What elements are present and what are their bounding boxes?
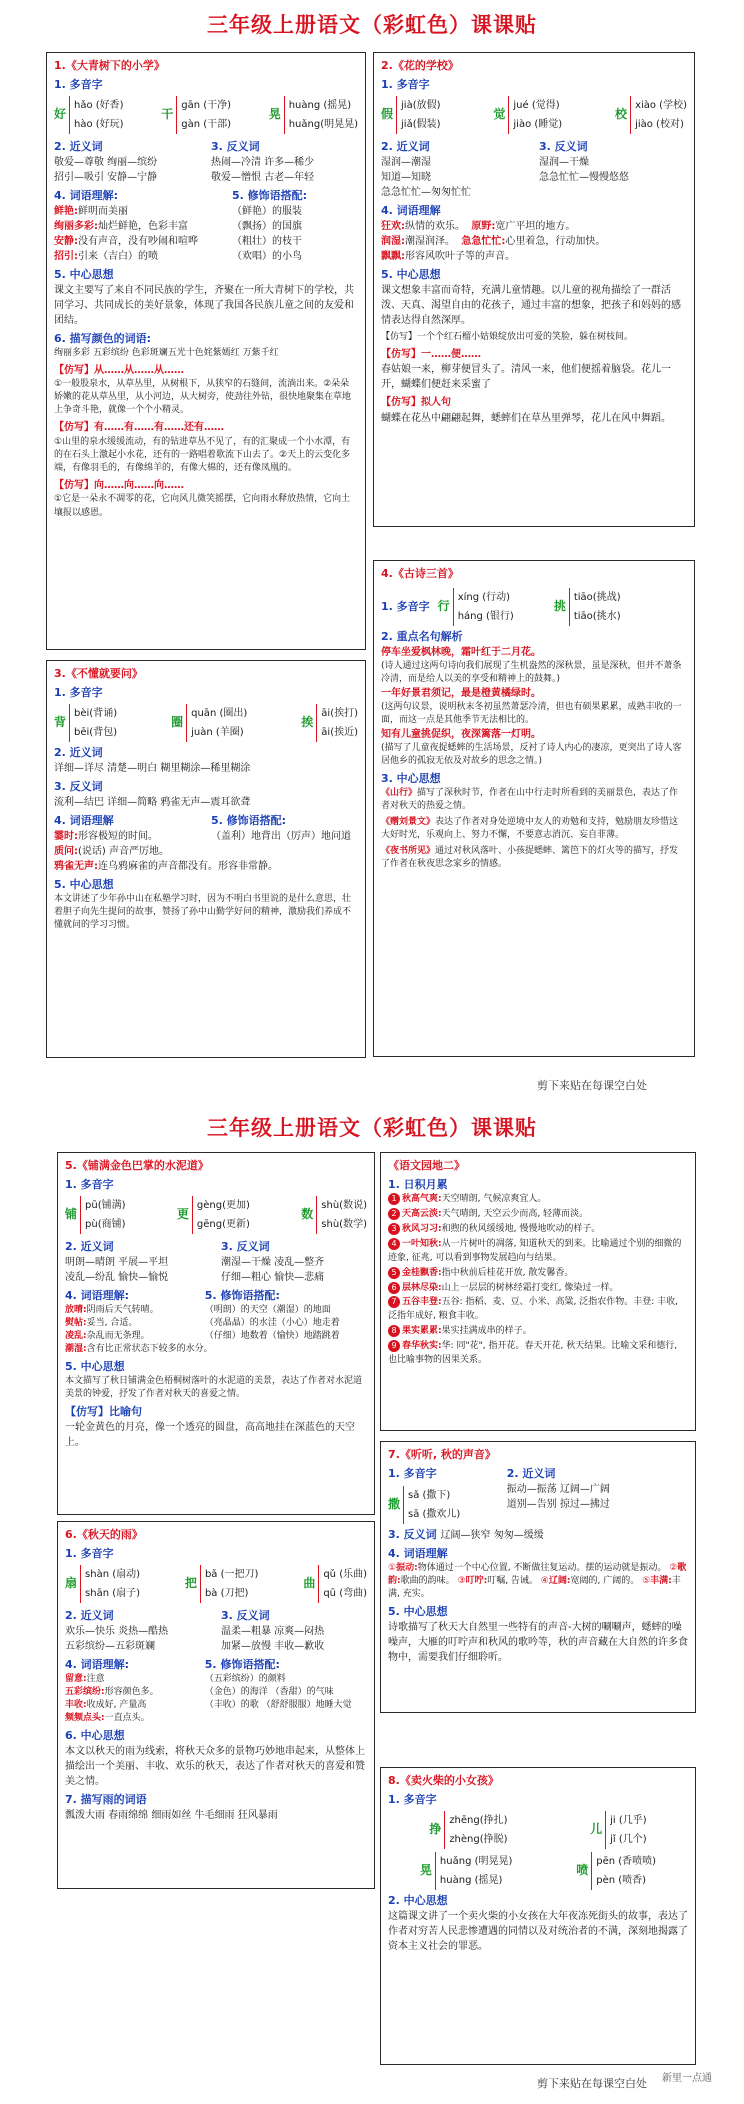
list-item: 5 金桂飘香:指中秋前后桂花开放, 散发馨香。	[388, 1267, 688, 1281]
poly-item: 挣 zhēng(挣扎) zhèng(挣脱)	[429, 1811, 507, 1849]
poly-item: 干 gān (干净) gàn (干部)	[161, 96, 231, 134]
poly-item: 背 bèi(背诵) bēi(背包)	[54, 704, 117, 742]
footer-note: 剪下来贴在每课空白处	[537, 2077, 647, 2090]
page2-title: 三年级上册语文（彩虹色）课课贴	[207, 1116, 537, 1140]
lesson2-card: 2.《花的学校》 1. 多音字 假 jià(放假) jiǎ(假装) 觉 jué (觉得) jiào (睡觉) 校 xiào (学校) jiào (校对) 2. 近义词 湿润—潮湿 知道—知晓 急急忙忙—匆匆忙忙 3. 反义词 湿润—干燥 急急忙忙—慢慢悠悠 4. 词语理解 狂欢:纵情的欢乐。 原野:宽广平坦的地方。 润湿:潮湿润泽。 急急忙忙:心里着急，行动加快。 飘飘:形容风吹叶子等的声音。 5. 中心思想 课文想象丰富而奇特，充满儿童情趣。以儿童的视角描绘了一群活泼、天真、渴望自由的花孩子，通过丰富的想象，把孩子和妈妈的感情表达得自然深厚。 【仿写】一个个红石榴小姑娘绽放出可爱的笑脸，躲在树枝间。 【仿写】一……便…… 春姑娘一来，柳芽便冒头了。清风一来，他们便摇着脑袋。花儿一开，蝴蝶们便赶来采蜜了 【仿写】拟人句 蝴蝶在花丛中翩翩起舞，蟋蟀们在草丛里弹琴，花儿在风中舞蹈。	[373, 52, 695, 527]
lesson4-card: 4.《古诗三首》 1. 多音字 行 xíng (行动) háng (银行) 挑 tiāo(挑战) tiāo(挑水) 2. 重点名句解析 停车坐爱枫林晚，霜叶红于二月花。 (诗人通过这两句诗向我们展现了生机盎然的深秋景，虽是深秋，但并不萧条冷清，而是给人以美的享受和精神上的鼓舞。) 一年好景君须记，最是橙黄橘绿时。 (这两句议景，说明秋末冬初虽然萧瑟冷清，但也有硕果累累，成熟丰收的一面，而这一点是其他季节无法相比的。 知有儿童挑促织，夜深篱落一灯明。 (描写了儿童夜捉蟋蟀的生活场景，反衬了诗人内心的凄凉，更突出了诗人客居他乡的孤寂无依及对故乡的思念之情。) 3. 中心思想 《山行》描写了深秋时节，作者在山中行走时所看到的美丽景色，表达了作者对秋天的热爱之情。 《赠刘景文》表达了作者对身处逆境中友人的劝勉和支持，勉励朋友珍惜这大好时光，乐观向上、努力不懈，不要意志消沉、妄自菲薄。 《夜书所见》通过对秋风落叶、小孩捉蟋蟀、篱笆下的灯火等的描写，抒发了作者在秋夜思念家乡的情感。	[373, 560, 695, 1057]
imitation-text: ①它是一朵永不凋零的花，它向风儿微笑摇摆，它向雨水释放热情，它向土壤报以感恩。	[54, 494, 351, 518]
poly-item: 行 xíng (行动) háng (银行)	[438, 588, 514, 626]
poly-item: 曲 qǔ (乐曲) qū (弯曲)	[303, 1565, 367, 1603]
idea-text: 课文主要写了来自不同民族的学生，齐聚在一所大青树下的学校，共同学习、共同成长的美好景象，体现了我国各民族儿童之间的友爱和团结。	[54, 284, 354, 326]
lesson6-card: 6.《秋天的雨》 1. 多音字 扇 shàn (扇动) shān (扇子) 把 bǎ (一把刀) bà (刀把) 曲 qǔ (乐曲) qū (弯曲) 2. 近义词 欢乐—快乐 炎热—酷热 五彩缤纷—五彩斑斓 3. 反义词 温柔—粗暴 凉爽—闷热 加紧—放慢 丰收—歉收 4. 词语理解: 留意:注意 五彩缤纷:形容颜色多。 丰收:收成好, 产量高 频频点头:一直点头。 5. 修饰语搭配: （五彩缤纷）的颜料 （金色）的海洋 （香甜）的气味 （丰收）的歌 （舒舒服服）地睡大觉 6. 中心思想 本文以秋天的雨为线索，将秋天众多的景物巧妙地串起来，从整体上描绘出一个美丽、丰收、欢乐的秋天，表达了作者对秋天的喜爱和赞美之情。 7. 描写雨的词语 瓢泼大雨 春雨绵绵 细雨如丝 牛毛细雨 狂风暴雨	[57, 1521, 375, 1889]
lesson5-card: 5.《铺满金色巴掌的水泥道》 1. 多音字 铺 pū(铺满) pù(商铺) 更 gèng(更加) gēng(更新) 数 shù(数说) shù(数学) 2. 近义词 明朗—晴朗 平展—平坦 凌乱—纷乱 愉快—愉悦 3. 反义词 潮湿—干燥 凌乱—整齐 仔细—粗心 愉快—悲痛 4. 词语理解: 放晴:阴雨后天气转晴。 熨帖:妥当, 合适。 凌乱:杂乱而无条理。 5. 修饰语搭配: （明朗）的天空（潮湿）的地面 （亮晶晶）的水洼（小心）地走着 （仔细）地数着（愉快）地踏跳着 潮湿:含有比正常状态下较多的水分。 5. 中心思想 本文描写了秋日铺满金色梧桐树落叶的水泥道的美景，表达了作者对水泥道美景的钟爱，抒发了作者对秋天的喜爱之情。 【仿写】比喻句 一轮金黄色的月亮，像一个透亮的圆盘，高高地挂在深蓝色的天空上。	[57, 1152, 375, 1515]
modifier-heading: 5. 修饰语搭配:	[232, 188, 308, 202]
footer-note: 剪下来贴在每课空白处	[537, 1079, 647, 1092]
poly-item: 挑 tiāo(挑战) tiāo(挑水)	[554, 588, 621, 626]
lesson3-polyphones	[54, 704, 358, 742]
poly-heading: 1. 多音字	[381, 77, 430, 91]
lesson8-card: 8.《卖火柴的小女孩》 1. 多音字 挣 zhēng(挣扎) zhèng(挣脱) 儿 ji (几乎) jǐ (几个) 晃 huǎng (明晃晃) huàng (摇晃) 喷 pēn (香喷喷) pèn (喷香) 2. 中心思想 这篇课文讲了一个卖火柴的小女孩在大年夜冻死街头的故事，表达了作者对穷苦人民悲惨遭遇的同情以及对统治者的不满，深刻地揭露了资本主义社会的罪恶。	[380, 1767, 696, 2065]
imitation-label: 【仿写】向……向……向……	[54, 479, 184, 491]
poly-item: 挨 āi(挨打) āi(挨近)	[301, 704, 358, 742]
list-item: 7 五谷丰登:五谷: 指稻、麦、豆、小米、高粱, 泛指农作物。丰登: 丰收, 泛指年成好, 粮食丰收。	[388, 1297, 678, 1322]
lesson1-card: 1.《大青树下的小学》 1. 多音字 好 hǎo (好香) hào (好玩) 干 gān (干净) gàn (干部) 晃 huàng (摇晃) huǎng(明晃晃) 2. 近义词 敬爱—尊敬 绚丽—缤纷 招引—吸引 安静—宁静 3. 反义词 热闹—冷清 许多—稀少 敬爱—憎恨 古老—年轻 4. 词语理解: 鲜艳:鲜明而美丽 绚丽多彩:灿烂鲜艳，色彩丰富 安静:没有声音，没有吵闹和喧哗 招引:引来（吉白）的喷 5. 修饰语搭配: （鲜艳）的服装 （飘扬）的国旗 （粗壮）的枝干 （欢唱）的小鸟 5. 中心思想 课文主要写了来自不同民族的学生，齐聚在一所大青树下的学校，共同学习、共同成长的美好景象，体现了我国各民族儿童之间的友爱和团结。 6. 描写颜色的词语: 绚丽多彩 五彩缤纷 色彩斑斓五光十色姹紫嫣红 万紫千红 【仿写】从……从……从…… ①一般股泉水，从草丛里，从树根下，从狭窄的石缝间，流淌出来。②朵朵娇嫩的花从草丛里，从小河边，从大树旁，使劲往外钻，很快地聚集在草地上争奇斗艳，就像一个个小精灵。 【仿写】有……有……有……还有…… ①山里的泉水缓缓流动，有的钻进草丛不见了，有的汇聚成一个小水潭，有的在石头上激起小水花，还有的一路唱着歌流下山去了。②天上的云变化多端，有像羽毛的，有像绵羊的，有像大棉的，还有像凤凰的。 【仿写】向……向……向…… ①它是一朵永不凋零的花，它向风儿微笑摇摆，它向雨水释放热情，它向土壤报以感恩。	[46, 52, 366, 650]
list-item: 4 一叶知秋:从一片树叶的凋落, 知道秋天的到来。比喻通过个别的细微的迹象, 征兆, 可以看到事物发展趋向与结果。	[388, 1238, 682, 1263]
lesson3-title: 3.《不懂就要问》	[54, 667, 143, 680]
lesson6-title: 6.《秋天的雨》	[65, 1528, 143, 1541]
lesson4-title: 4.《古诗三首》	[381, 567, 459, 580]
color-words: 绚丽多彩 五彩缤纷 色彩斑斓五光十色姹紫嫣红 万紫千红	[54, 347, 279, 358]
lesson1-poly-heading: 1. 多音字	[54, 77, 103, 91]
idiom-list	[388, 1193, 688, 1368]
poly-item: 扇 shàn (扇动) shān (扇子)	[65, 1565, 140, 1603]
list-item: 9 春华秋实:华: 同"花", 指开花。春天开花, 秋天结果。比喻文采和德行, 也比喻事物的因果关系。	[388, 1341, 678, 1366]
lesson1-title: 1.《大青树下的小学》	[54, 59, 165, 72]
poly-item: 喷 pēn (香喷喷) pèn (喷香)	[576, 1852, 656, 1890]
list-item: 3 秋风习习:和煦的秋风缓缓地, 慢慢地吹动的样子。	[388, 1223, 688, 1237]
words-heading: 4. 词语理解:	[54, 188, 119, 202]
garden-title: 《语文园地二》	[388, 1159, 465, 1172]
poly-item: 撒 sǎ (撒下) sā (撒欢儿)	[388, 1486, 497, 1524]
synonyms: 敬爱—尊敬 绚丽—缤纷 招引—吸引 安静—宁静	[54, 156, 158, 183]
poly-item: 好 hǎo (好香) hào (好玩)	[54, 96, 124, 134]
poly-item: 数 shù(数说) shù(数学)	[301, 1196, 367, 1234]
garden-card: 《语文园地二》 1. 日积月累 1 秋高气爽:天空晴朗, 气候凉爽宜人。 2 天高云淡:天气晴朗, 天空云少而高, 轻薄而淡。 3 秋风习习:和煦的秋风缓缓地, 慢慢地吹动的样子。 4 一叶知秋:从一片树叶的凋落, 知道秋天的到来。比喻通过个别的细微的迹象, 征兆, 可以看到事物发展趋向与结果。 5 金桂飘香:指中秋前后桂花开放, 散发馨香。 6 层林尽染:山上一层层的树林经霜打变红, 像染过一样。 7 五谷丰登:五谷: 指稻、麦、豆、小米、高粱, 泛指农作物。丰登: 丰收, 泛指年成好, 粮食丰收。 8 果实累累:果实挂满成串的样子。 9 春华秋实:华: 同"花", 指开花。春天开花, 秋天结果。比喻文采和德行, 也比喻事物的因果关系。	[380, 1152, 696, 1431]
poly-item: 把 bǎ (一把刀) bà (刀把)	[185, 1565, 258, 1603]
lesson2-polyphones	[381, 96, 687, 134]
list-item: 8 果实累累:果实挂满成串的样子。	[388, 1325, 688, 1339]
lesson3-card: 3.《不懂就要问》 1. 多音字 背 bèi(背诵) bēi(背包) 圈 quān (圈出) juàn (羊圈) 挨 āi(挨打) āi(挨近) 2. 近义词 详细—详尽 清楚—明白 糊里糊涂—稀里糊涂 3. 反义词 流利—结巴 详细—简略 鸦雀无声—震耳欲聋 4. 词语理解 霎时:形容极短的时间。 5. 修饰语搭配: （盖利）地背出（厉声）地问道 质问:(说话) 声音严厉地。 鸦雀无声:连乌鸦麻雀的声音都没有。形容非常静。 5. 中心思想 本文讲述了少年孙中山在私塾学习时，因为不明白书里说的是什么意思，壮着胆子向先生提问的故事，赞扬了孙中山勤学好问的精神，激励我们养成不懂就问的学习习惯。	[46, 660, 366, 1058]
synonym-heading: 2. 近义词	[54, 139, 103, 153]
poly-item: 圈 quān (圈出) juàn (羊圈)	[171, 704, 247, 742]
lesson2-title: 2.《花的学校》	[381, 59, 459, 72]
antonyms: 热闹—冷清 许多—稀少 敬爱—憎恨 古老—年轻	[211, 156, 315, 183]
lesson1-polyphones	[54, 96, 358, 134]
poly-item: 晃 huàng (摇晃) huǎng(明晃晃)	[269, 96, 358, 134]
poly-item: 晃 huǎng (明晃晃) huàng (摇晃)	[420, 1852, 513, 1890]
list-item: 6 层林尽染:山上一层层的树林经霜打变红, 像染过一样。	[388, 1282, 688, 1296]
lesson7-card: 7.《听听, 秋的声音》 1. 多音字 撒 sǎ (撒下) sā (撒欢儿) 2. 近义词 振动—振荡 辽阔—广阔 道别—告别 掠过—拂过 3. 反义词 辽阔—狭窄 匆匆—缓缓 4. 词语理解 ①振动:物体通过一个中心位置, 不断做往复运动。摆的运动就是振动。 ②歌韵:歌曲的韵味。 ③叮咛:叮嘱, 告诫。 ④辽阔:宽阔的, 广阔的。 ⑤丰满:丰满, 充实。 5. 中心思想 诗歌描写了秋天大自然里一些特有的声音-大树的唰唰声，蟋蟀的噪噪声，大雁的叮咛声和秋风的歌吟等，秋的声音藏在大自然的许多食物中，需要我们仔细聆听。	[380, 1441, 696, 1713]
antonym-heading: 3. 反义词	[211, 139, 260, 153]
color-heading: 6. 描写颜色的词语:	[54, 331, 152, 345]
imitation-label: 【仿写】有……有……有……还有……	[54, 422, 224, 434]
poly-item: 儿 ji (几乎) jǐ (几个)	[590, 1811, 647, 1849]
poly-item: 校 xiào (学校) jiào (校对)	[615, 96, 687, 134]
watermark: 新里一点通	[662, 2073, 712, 2084]
list-item: 1 秋高气爽:天空晴朗, 气候凉爽宜人。	[388, 1193, 688, 1207]
lesson7-title: 7.《听听, 秋的声音》	[388, 1448, 496, 1461]
lesson8-title: 8.《卖火柴的小女孩》	[388, 1774, 499, 1787]
imitation-text: ①一般股泉水，从草丛里，从树根下，从狭窄的石缝间，流淌出来。②朵朵娇嫩的花从草丛里，从小河边，从大树旁，使劲往外钻，很快地聚集在草地上争奇斗艳，就像一个个小精灵。	[54, 379, 352, 416]
poly-item: 铺 pū(铺满) pù(商铺)	[65, 1196, 126, 1234]
list-item: 2 天高云淡:天气晴朗, 天空云少而高, 轻薄而淡。	[388, 1208, 688, 1222]
poly-item: 觉 jué (觉得) jiào (睡觉)	[493, 96, 562, 134]
lesson5-title: 5.《铺满金色巴掌的水泥道》	[65, 1159, 209, 1172]
imitation-label: 【仿写】从……从……从……	[54, 364, 184, 376]
idea-heading: 5. 中心思想	[54, 267, 114, 281]
page1-title: 三年级上册语文（彩虹色）课课贴	[207, 13, 537, 37]
imitation-text: ①山里的泉水缓缓流动，有的钻进草丛不见了，有的汇聚成一个小水潭，有的在石头上激起小水花，还有的一路唱着歌流下山去了。②天上的云变化多端，有像羽毛的，有像绵羊的，有像大棉的，还有像凤凰的。	[54, 436, 351, 473]
poly-item: 假 jià(放假) jiǎ(假装)	[381, 96, 441, 134]
poly-item: 更 gèng(更加) gēng(更新)	[177, 1196, 250, 1234]
